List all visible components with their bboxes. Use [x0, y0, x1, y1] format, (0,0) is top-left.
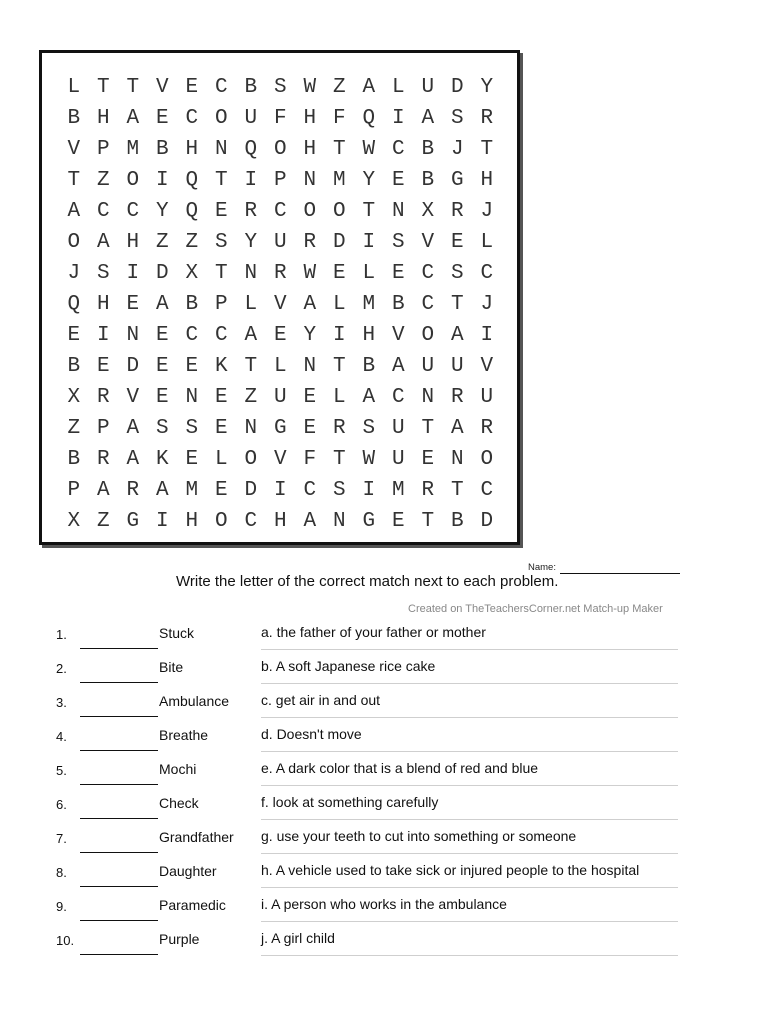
grid-letter: A — [96, 479, 110, 502]
grid-letter: V — [273, 293, 287, 316]
grid-letter: T — [421, 510, 435, 533]
match-row — [56, 786, 680, 820]
grid-letter: A — [450, 324, 464, 347]
grid-letter: V — [421, 231, 435, 254]
grid-letter: C — [126, 200, 140, 223]
grid-letter: C — [185, 107, 199, 130]
grid-letter: P — [214, 293, 228, 316]
grid-letter: E — [155, 107, 169, 130]
grid-letter: S — [273, 76, 287, 99]
grid-letter: B — [185, 293, 199, 316]
grid-letter: I — [273, 479, 287, 502]
answer-blank[interactable] — [80, 648, 158, 649]
grid-letter: E — [391, 510, 405, 533]
grid-letter: I — [332, 324, 346, 347]
grid-letter: W — [303, 76, 317, 99]
problem-number: 7. — [56, 831, 67, 846]
grid-letter: Z — [244, 386, 258, 409]
grid-letter: S — [450, 262, 464, 285]
grid-letter: Z — [332, 76, 346, 99]
grid-letter: R — [126, 479, 140, 502]
grid-letter: I — [96, 324, 110, 347]
match-row — [56, 820, 680, 854]
grid-letter: R — [332, 417, 346, 440]
grid-letter: U — [480, 386, 494, 409]
letter-grid — [59, 72, 502, 537]
grid-letter: O — [67, 231, 81, 254]
grid-letter: I — [244, 169, 258, 192]
answer-blank[interactable] — [80, 852, 158, 853]
grid-letter: S — [185, 417, 199, 440]
grid-letter: N — [303, 169, 317, 192]
definition: g. use your teeth to cut into something or someone — [261, 828, 577, 844]
grid-letter: P — [96, 138, 110, 161]
grid-letter: J — [450, 138, 464, 161]
grid-letter: A — [155, 479, 169, 502]
grid-letter: U — [421, 76, 435, 99]
grid-letter: T — [96, 76, 110, 99]
grid-letter: K — [214, 355, 228, 378]
grid-letter: B — [391, 293, 405, 316]
answer-blank[interactable] — [80, 784, 158, 785]
problem-number: 6. — [56, 797, 67, 812]
grid-letter: Y — [303, 324, 317, 347]
grid-letter: E — [155, 386, 169, 409]
grid-letter: R — [96, 386, 110, 409]
grid-letter: H — [273, 510, 287, 533]
grid-letter: W — [303, 262, 317, 285]
answer-blank[interactable] — [80, 682, 158, 683]
problem-number: 5. — [56, 763, 67, 778]
grid-letter: H — [126, 231, 140, 254]
grid-letter: C — [421, 293, 435, 316]
credit-line: Created on TheTeachersCorner.net Match-up Maker — [408, 603, 663, 615]
grid-letter: I — [391, 107, 405, 130]
grid-letter: H — [185, 138, 199, 161]
grid-letter: N — [244, 262, 258, 285]
grid-letter: E — [185, 76, 199, 99]
grid-letter: I — [126, 262, 140, 285]
grid-letter: Y — [480, 76, 494, 99]
grid-letter: Y — [244, 231, 258, 254]
grid-letter: E — [450, 231, 464, 254]
grid-letter: U — [273, 386, 287, 409]
grid-letter: G — [362, 510, 376, 533]
grid-letter: N — [185, 386, 199, 409]
grid-letter: D — [450, 76, 464, 99]
grid-letter: V — [273, 448, 287, 471]
grid-letter: M — [126, 138, 140, 161]
grid-letter: U — [391, 448, 405, 471]
grid-letter: Z — [155, 231, 169, 254]
grid-letter: A — [155, 293, 169, 316]
grid-letter: D — [126, 355, 140, 378]
grid-letter: S — [214, 231, 228, 254]
grid-letter: O — [273, 138, 287, 161]
grid-letter: O — [303, 200, 317, 223]
answer-blank[interactable] — [80, 716, 158, 717]
grid-letter: K — [155, 448, 169, 471]
problem-word: Daughter — [159, 863, 217, 879]
grid-letter: I — [155, 169, 169, 192]
grid-letter: A — [126, 107, 140, 130]
grid-letter: M — [362, 293, 376, 316]
grid-letter: N — [126, 324, 140, 347]
problem-word: Ambulance — [159, 693, 230, 709]
grid-letter: A — [362, 76, 376, 99]
grid-letter: N — [391, 200, 405, 223]
grid-letter: N — [332, 510, 346, 533]
grid-letter: G — [126, 510, 140, 533]
grid-letter: E — [126, 293, 140, 316]
grid-letter: O — [244, 448, 258, 471]
grid-letter: B — [450, 510, 464, 533]
grid-letter: E — [214, 479, 228, 502]
grid-letter: H — [303, 107, 317, 130]
grid-letter: E — [303, 386, 317, 409]
grid-letter: Z — [96, 169, 110, 192]
grid-letter: B — [421, 138, 435, 161]
match-row — [56, 684, 680, 718]
grid-letter: C — [273, 200, 287, 223]
grid-letter: T — [214, 169, 228, 192]
grid-letter: G — [273, 417, 287, 440]
definition: e. A dark color that is a blend of red and blue — [261, 760, 539, 776]
grid-letter: V — [155, 76, 169, 99]
grid-letter: J — [480, 293, 494, 316]
grid-letter: R — [273, 262, 287, 285]
grid-letter: Q — [67, 293, 81, 316]
grid-letter: C — [421, 262, 435, 285]
name-label: Name: — [528, 562, 556, 573]
grid-letter: B — [362, 355, 376, 378]
answer-blank[interactable] — [80, 818, 158, 819]
grid-letter: Q — [185, 169, 199, 192]
grid-letter: A — [126, 417, 140, 440]
grid-letter: A — [126, 448, 140, 471]
grid-letter: U — [450, 355, 464, 378]
grid-letter: H — [480, 169, 494, 192]
grid-letter: E — [67, 324, 81, 347]
grid-letter: Y — [362, 169, 376, 192]
grid-letter: E — [303, 417, 317, 440]
grid-letter: H — [362, 324, 376, 347]
definition: b. A soft Japanese rice cake — [261, 658, 436, 674]
definition: h. A vehicle used to take sick or injured people to the hospital — [261, 862, 640, 878]
definition: a. the father of your father or mother — [261, 624, 486, 640]
grid-letter: S — [155, 417, 169, 440]
grid-letter: L — [273, 355, 287, 378]
grid-letter: O — [214, 510, 228, 533]
grid-letter: E — [96, 355, 110, 378]
grid-letter: U — [244, 107, 258, 130]
grid-letter: S — [96, 262, 110, 285]
grid-letter: R — [244, 200, 258, 223]
grid-letter: H — [96, 293, 110, 316]
grid-letter: Y — [155, 200, 169, 223]
grid-letter: A — [67, 200, 81, 223]
problem-number: 4. — [56, 729, 67, 744]
problem-word: Breathe — [159, 727, 209, 743]
grid-letter: N — [214, 138, 228, 161]
match-row — [56, 922, 680, 956]
grid-letter: O — [421, 324, 435, 347]
problem-number: 1. — [56, 627, 67, 642]
grid-letter: V — [480, 355, 494, 378]
problem-number: 3. — [56, 695, 67, 710]
grid-letter: S — [332, 479, 346, 502]
grid-letter: R — [303, 231, 317, 254]
answer-blank[interactable] — [80, 750, 158, 751]
grid-letter: W — [362, 448, 376, 471]
answer-blank[interactable] — [80, 886, 158, 887]
grid-letter: D — [244, 479, 258, 502]
name-field-line[interactable] — [560, 573, 680, 574]
match-list — [56, 616, 680, 956]
grid-letter: E — [391, 262, 405, 285]
grid-letter: Q — [362, 107, 376, 130]
grid-letter: E — [155, 324, 169, 347]
problem-word: Stuck — [159, 625, 195, 641]
grid-letter: R — [450, 200, 464, 223]
grid-letter: T — [332, 355, 346, 378]
grid-letter: E — [214, 417, 228, 440]
grid-letter: T — [421, 417, 435, 440]
grid-letter: H — [185, 510, 199, 533]
grid-letter: F — [273, 107, 287, 130]
grid-letter: A — [303, 510, 317, 533]
definition: d. Doesn't move — [261, 726, 362, 742]
grid-letter: R — [480, 417, 494, 440]
grid-letter: Z — [67, 417, 81, 440]
grid-letter: L — [362, 262, 376, 285]
grid-letter: P — [96, 417, 110, 440]
grid-letter: F — [332, 107, 346, 130]
grid-letter: P — [67, 479, 81, 502]
grid-letter: E — [332, 262, 346, 285]
instructions: Write the letter of the correct match next to each problem. — [176, 573, 559, 590]
grid-letter: L — [244, 293, 258, 316]
grid-letter: H — [96, 107, 110, 130]
grid-letter: J — [67, 262, 81, 285]
grid-letter: J — [480, 200, 494, 223]
grid-letter: C — [244, 510, 258, 533]
grid-letter: C — [303, 479, 317, 502]
grid-letter: T — [67, 169, 81, 192]
match-row — [56, 854, 680, 888]
grid-letter: O — [126, 169, 140, 192]
grid-letter: E — [214, 200, 228, 223]
grid-letter: E — [185, 448, 199, 471]
grid-letter: E — [214, 386, 228, 409]
grid-letter: A — [421, 107, 435, 130]
grid-letter: L — [480, 231, 494, 254]
grid-letter: Q — [185, 200, 199, 223]
grid-letter: C — [391, 138, 405, 161]
grid-letter: E — [421, 448, 435, 471]
grid-letter: A — [391, 355, 405, 378]
grid-letter: N — [421, 386, 435, 409]
grid-letter: O — [214, 107, 228, 130]
grid-letter: C — [391, 386, 405, 409]
grid-letter: L — [391, 76, 405, 99]
grid-letter: E — [155, 355, 169, 378]
grid-letter: A — [96, 231, 110, 254]
grid-letter: C — [185, 324, 199, 347]
match-row — [56, 718, 680, 752]
match-row — [56, 616, 680, 650]
answer-blank[interactable] — [80, 920, 158, 921]
definition: j. A girl child — [261, 930, 335, 946]
grid-letter: B — [67, 448, 81, 471]
grid-letter: Z — [185, 231, 199, 254]
grid-letter: S — [391, 231, 405, 254]
definition: f. look at something carefully — [261, 794, 439, 810]
grid-letter: N — [303, 355, 317, 378]
grid-letter: V — [67, 138, 81, 161]
grid-letter: R — [96, 448, 110, 471]
grid-letter: V — [126, 386, 140, 409]
grid-letter: L — [214, 448, 228, 471]
grid-letter: T — [214, 262, 228, 285]
grid-letter: O — [332, 200, 346, 223]
grid-letter: R — [450, 386, 464, 409]
answer-blank[interactable] — [80, 954, 158, 955]
grid-letter: I — [362, 231, 376, 254]
grid-letter: U — [421, 355, 435, 378]
grid-letter: X — [67, 386, 81, 409]
grid-letter: N — [450, 448, 464, 471]
grid-letter: A — [303, 293, 317, 316]
grid-letter: R — [480, 107, 494, 130]
grid-letter: L — [67, 76, 81, 99]
grid-letter: B — [67, 355, 81, 378]
grid-letter: T — [480, 138, 494, 161]
grid-letter: A — [362, 386, 376, 409]
grid-letter: U — [273, 231, 287, 254]
match-row — [56, 752, 680, 786]
grid-letter: Q — [244, 138, 258, 161]
grid-letter: D — [332, 231, 346, 254]
problem-word: Paramedic — [159, 897, 226, 913]
problem-word: Mochi — [159, 761, 197, 777]
grid-letter: O — [480, 448, 494, 471]
grid-letter: V — [391, 324, 405, 347]
definition: c. get air in and out — [261, 692, 381, 708]
problem-word: Bite — [159, 659, 184, 675]
grid-letter: E — [185, 355, 199, 378]
grid-letter: C — [214, 324, 228, 347]
grid-letter: T — [244, 355, 258, 378]
grid-letter: C — [214, 76, 228, 99]
grid-letter: T — [450, 479, 464, 502]
problem-number: 2. — [56, 661, 67, 676]
grid-letter: Z — [96, 510, 110, 533]
grid-letter: T — [126, 76, 140, 99]
definition: i. A person who works in the ambulance — [261, 896, 507, 912]
grid-letter: H — [303, 138, 317, 161]
grid-letter: A — [244, 324, 258, 347]
match-row — [56, 650, 680, 684]
word-search-puzzle — [39, 50, 520, 545]
problem-number: 8. — [56, 865, 67, 880]
grid-letter: X — [185, 262, 199, 285]
grid-letter: B — [244, 76, 258, 99]
grid-letter: I — [362, 479, 376, 502]
grid-letter: C — [480, 262, 494, 285]
grid-letter: T — [362, 200, 376, 223]
problem-number: 10. — [56, 933, 75, 948]
problem-number: 9. — [56, 899, 67, 914]
grid-letter: B — [67, 107, 81, 130]
grid-letter: A — [450, 417, 464, 440]
grid-letter: T — [332, 138, 346, 161]
grid-letter: D — [155, 262, 169, 285]
grid-letter: F — [303, 448, 317, 471]
row-divider — [261, 955, 678, 956]
match-row — [56, 888, 680, 922]
grid-letter: C — [480, 479, 494, 502]
grid-letter: B — [155, 138, 169, 161]
grid-letter: S — [450, 107, 464, 130]
grid-letter: M — [391, 479, 405, 502]
grid-letter: E — [273, 324, 287, 347]
problem-word: Check — [159, 795, 199, 811]
grid-letter: M — [332, 169, 346, 192]
grid-letter: C — [96, 200, 110, 223]
grid-letter: P — [273, 169, 287, 192]
grid-letter: L — [332, 293, 346, 316]
grid-letter: X — [67, 510, 81, 533]
grid-letter: T — [332, 448, 346, 471]
grid-letter: I — [480, 324, 494, 347]
grid-letter: W — [362, 138, 376, 161]
grid-letter: G — [450, 169, 464, 192]
problem-word: Purple — [159, 931, 200, 947]
grid-letter: L — [332, 386, 346, 409]
grid-letter: R — [421, 479, 435, 502]
problem-word: Grandfather — [159, 829, 234, 845]
grid-letter: I — [155, 510, 169, 533]
grid-letter: S — [362, 417, 376, 440]
grid-letter: D — [480, 510, 494, 533]
grid-letter: X — [421, 200, 435, 223]
grid-letter: B — [421, 169, 435, 192]
grid-letter: N — [244, 417, 258, 440]
grid-letter: T — [450, 293, 464, 316]
grid-letter: U — [391, 417, 405, 440]
grid-letter: E — [391, 169, 405, 192]
grid-letter: M — [185, 479, 199, 502]
